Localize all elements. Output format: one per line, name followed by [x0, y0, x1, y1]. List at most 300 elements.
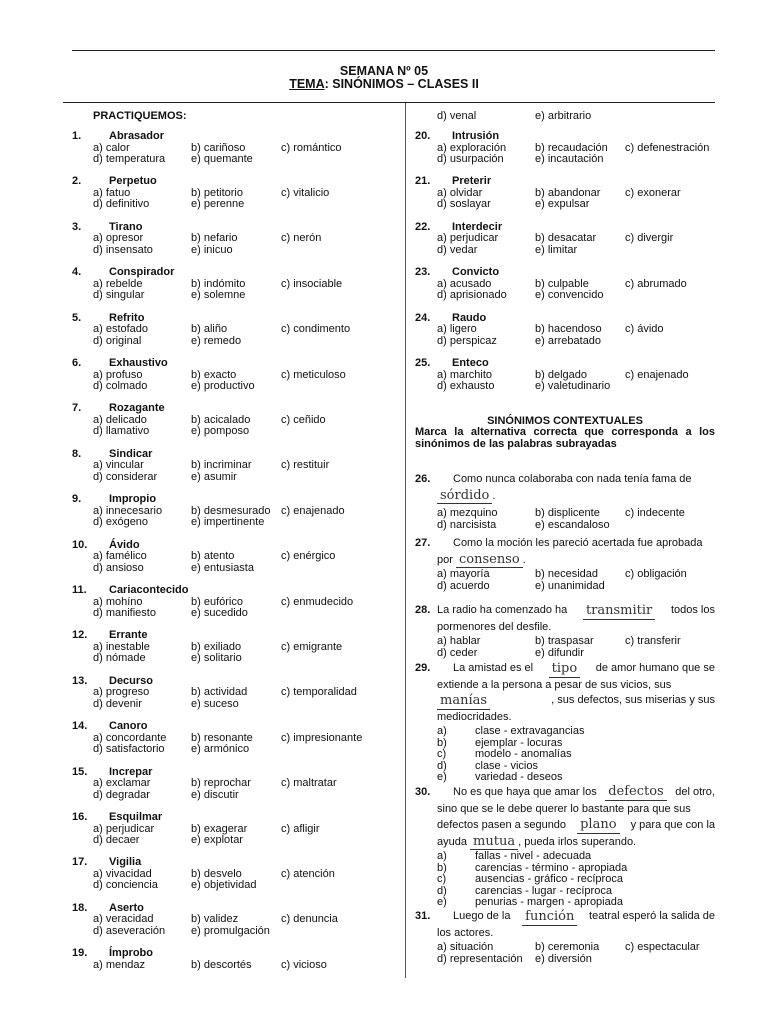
list-item — [415, 850, 715, 862]
q31-option-c: c) espectacular — [625, 941, 700, 953]
q26-option-b: b) displicente — [535, 507, 600, 519]
option: a) concordante — [93, 731, 167, 744]
q19-option-d: d) venal — [437, 110, 477, 122]
option: d) satisfactorio — [93, 743, 165, 756]
option: c) insociable — [281, 277, 343, 290]
question-block — [415, 222, 715, 257]
option: c) enmudecido — [281, 595, 354, 608]
q26-underlined-word: sórdido — [437, 488, 492, 504]
option: a) inestable — [93, 640, 150, 653]
question-number: 23. — [415, 266, 431, 279]
list-item-text: variedad - deseos — [475, 771, 563, 783]
question-word: Exhaustivo — [109, 357, 168, 369]
option: e) inicuo — [191, 243, 233, 256]
option: b) descortés — [191, 958, 252, 971]
option: b) reprochar — [191, 777, 251, 790]
option: b) validez — [191, 913, 239, 926]
question-block — [72, 131, 402, 166]
option: a) vivacidad — [93, 867, 152, 880]
option: d) insensato — [93, 243, 153, 256]
question-number: 3. — [72, 220, 82, 233]
tema-rest: : SINÓNIMOS – CLASES II — [324, 77, 479, 91]
list-item — [415, 896, 715, 908]
option: b) recaudación — [535, 141, 608, 154]
option: a) innecesario — [93, 504, 163, 517]
option: c) atención — [281, 867, 335, 880]
option: b) atento — [191, 550, 235, 563]
question-block — [72, 857, 402, 892]
question-word: Ímprobo — [109, 947, 153, 960]
option: c) divergir — [625, 232, 674, 245]
question-word: Aserto — [109, 901, 144, 914]
question-31-block — [415, 909, 715, 964]
options-row — [72, 960, 402, 972]
q29-option-list — [415, 725, 715, 783]
option: a) perjudicar — [437, 232, 499, 245]
option: a) rebelde — [93, 277, 143, 290]
question-number: 15. — [72, 765, 88, 778]
option: c) meticuloso — [281, 368, 346, 381]
question-number: 25. — [415, 357, 431, 369]
option: d) ansioso — [93, 561, 144, 574]
question-word: Raudo — [452, 311, 487, 324]
question-block — [415, 176, 715, 211]
option: a) olvidar — [437, 186, 483, 199]
question-block — [72, 358, 402, 393]
option: c) maltratar — [281, 777, 337, 790]
option: b) hacendoso — [535, 323, 602, 336]
option: d) devenir — [93, 697, 142, 710]
option: a) fatuo — [93, 186, 131, 199]
option: b) petitorio — [191, 186, 243, 199]
q30-underlined-word-3: mutua — [470, 834, 518, 850]
q31-number: 31. — [415, 910, 431, 922]
q27-underlined-word: consenso — [456, 552, 523, 568]
q27-pre: por — [437, 553, 453, 566]
q31-options-row1 — [415, 941, 715, 953]
option: e) suceso — [191, 697, 239, 710]
option: a) opresor — [93, 232, 144, 245]
question-number: 8. — [72, 447, 82, 460]
q27-options-row1 — [415, 568, 715, 580]
option: a) exclamar — [93, 777, 151, 790]
question-word: Enteco — [452, 357, 489, 369]
q31-underlined-word: función — [522, 909, 577, 926]
option: c) ceñido — [281, 413, 326, 426]
options-row — [72, 608, 402, 620]
question-word: Preterir — [452, 175, 492, 188]
list-item-text: penurias - margen - apropiada — [475, 896, 623, 908]
q29-underlined-word-2: manías — [437, 693, 490, 710]
q28-option-e: e) difundir — [535, 646, 584, 659]
list-item-letter: b) — [437, 736, 447, 749]
question-number: 16. — [72, 811, 88, 823]
question-word: Decurso — [109, 674, 154, 687]
option: b) exagerar — [191, 822, 248, 835]
q26-option-e: e) escandaloso — [535, 518, 610, 531]
column-divider — [405, 103, 406, 978]
question-block — [72, 948, 402, 971]
option: c) ávido — [625, 323, 664, 336]
question-number: 21. — [415, 175, 431, 188]
option: a) marchito — [437, 368, 493, 381]
option: e) discutir — [191, 788, 239, 801]
option: e) remedo — [191, 334, 242, 347]
option: c) denuncia — [281, 913, 338, 926]
option: c) impresionante — [281, 731, 363, 744]
list-item-letter: e) — [437, 771, 447, 783]
option: a) mohíno — [93, 595, 143, 608]
option: a) profuso — [93, 368, 143, 381]
q27-number: 27. — [415, 537, 431, 549]
q30-text-b: del otro, — [675, 786, 715, 798]
q28-number: 28. — [415, 604, 431, 616]
option: e) explotar — [191, 834, 243, 846]
option: e) solitario — [191, 652, 242, 665]
question-word: Convicto — [452, 266, 500, 279]
option: a) ligero — [437, 323, 477, 336]
semana-title: SEMANA Nº 05 — [339, 64, 429, 78]
list-item-letter: d) — [437, 759, 447, 772]
q29-text-b: de amor humano que se — [595, 662, 715, 674]
option: d) decaer — [93, 834, 140, 846]
option: b) cariñoso — [191, 141, 246, 154]
q30-underlined-word-1: defectos — [605, 784, 667, 801]
q30-text-f: ayuda — [437, 836, 467, 848]
question-block — [72, 222, 402, 257]
option: b) indómito — [191, 277, 246, 290]
option: d) soslayar — [437, 198, 491, 211]
options-row — [415, 381, 715, 393]
option: d) llamativo — [93, 425, 150, 438]
question-word: Impropio — [109, 493, 157, 506]
question-block — [415, 313, 715, 348]
options-row — [72, 381, 402, 393]
option: c) romántico — [281, 141, 342, 154]
option: b) aliño — [191, 323, 228, 336]
q27-period: . — [522, 553, 526, 566]
question-number: 20. — [415, 130, 431, 142]
q31-text-b: teatral esperó la salida de — [589, 910, 715, 922]
option: b) nefario — [191, 232, 238, 245]
tema-title — [0, 77, 768, 91]
question-number: 2. — [72, 175, 82, 188]
option: a) estofado — [93, 323, 149, 336]
option: d) temperatura — [93, 153, 166, 165]
q28-options-row1 — [415, 635, 715, 647]
q28-option-d: d) ceder — [437, 646, 478, 659]
option: d) exógeno — [93, 516, 149, 529]
list-item — [415, 748, 715, 760]
options-row — [72, 324, 402, 336]
question-word: Refrito — [109, 311, 145, 324]
option: b) desmesurado — [191, 504, 271, 517]
options-row — [72, 653, 402, 665]
option: b) culpable — [535, 277, 589, 290]
option: b) resonante — [191, 731, 253, 744]
q29-text-a: La amistad es el — [453, 662, 534, 674]
q27-option-d: d) acuerdo — [437, 579, 490, 592]
question-word: Cariacontecido — [109, 584, 189, 596]
list-item-text: fallas - nivel - adecuada — [475, 850, 592, 862]
option: a) mendaz — [93, 958, 145, 971]
q29-text-c: extiende a la persona a pesar de sus vicios, sus — [437, 678, 672, 691]
question-number: 14. — [72, 720, 88, 733]
option: d) aprisionado — [437, 289, 507, 302]
q26-option-a: a) mezquino — [437, 507, 498, 519]
option: d) singular — [93, 289, 145, 302]
option: c) nerón — [281, 232, 322, 245]
option: e) perenne — [191, 198, 245, 211]
option: c) vitalicio — [281, 186, 330, 199]
option: a) exploración — [437, 141, 507, 154]
options-row — [415, 336, 715, 348]
question-word: Conspirador — [109, 266, 175, 279]
list-item-text: clase - vicios — [475, 759, 538, 772]
q28-text-b: todos los — [670, 604, 715, 616]
question-block — [72, 449, 402, 484]
option: d) degradar — [93, 788, 150, 801]
question-number: 10. — [72, 538, 88, 551]
q30-text-g: , pueda irlos superando. — [518, 836, 637, 848]
option: e) quemante — [191, 153, 253, 165]
option: e) pomposo — [191, 425, 250, 438]
options-row — [415, 245, 715, 257]
option: d) vedar — [437, 243, 478, 256]
question-block — [72, 812, 402, 847]
question-block — [72, 494, 402, 529]
contextual-heading: SINÓNIMOS CONTEXTUALES — [487, 415, 643, 427]
q28-underlined-word: transmitir — [583, 603, 655, 620]
list-item-text: modelo - anomalías — [475, 748, 572, 760]
practiquemos-heading: PRACTIQUEMOS: — [93, 110, 187, 122]
option: e) promulgación — [191, 924, 270, 937]
list-item — [415, 885, 715, 897]
option: e) asumir — [191, 470, 237, 483]
list-item-letter: c) — [437, 873, 447, 885]
question-word: Perpetuo — [109, 175, 157, 188]
q26-number: 26. — [415, 473, 431, 485]
question-word: Ávido — [109, 538, 140, 551]
option: e) convencido — [535, 289, 604, 302]
option: d) colmado — [93, 380, 148, 392]
options-row — [72, 880, 402, 892]
q31-option-b: b) ceremonia — [535, 941, 600, 953]
q19-option-e: e) arbitrario — [535, 110, 592, 122]
question-block — [72, 267, 402, 302]
q30-text-e: y para que con la — [630, 819, 715, 831]
option: e) objetividad — [191, 879, 257, 892]
option: e) valetudinario — [535, 380, 611, 392]
question-number: 9. — [72, 493, 82, 506]
q30-option-list — [415, 850, 715, 908]
options-row — [72, 426, 402, 438]
q27-option-a: a) mayoría — [437, 568, 490, 580]
q27-options-row2 — [415, 580, 715, 592]
options-row — [72, 926, 402, 938]
q26-text: Como nunca colaboraba con nada tenía fama de — [453, 473, 692, 485]
option: e) productivo — [191, 380, 255, 392]
option: b) actividad — [191, 686, 248, 699]
q31-option-d: d) representación — [437, 952, 523, 965]
q28-option-b: b) traspasar — [535, 635, 594, 647]
option: b) exiliado — [191, 640, 242, 653]
option: b) incriminar — [191, 459, 252, 472]
question-word: Vigilia — [109, 856, 142, 869]
question-26 — [415, 472, 715, 530]
question-block — [72, 676, 402, 711]
options-row — [72, 245, 402, 257]
option: e) armónico — [191, 743, 250, 756]
q27-option-e: e) unanimidad — [535, 579, 605, 592]
option: c) afligir — [281, 822, 320, 835]
options-row — [72, 778, 402, 790]
list-item — [415, 725, 715, 737]
question-block — [415, 267, 715, 302]
option: c) exonerar — [625, 186, 681, 199]
question-block — [72, 903, 402, 938]
option: a) acusado — [437, 277, 492, 290]
question-word: Canoro — [109, 720, 148, 733]
question-number: 4. — [72, 266, 82, 279]
option: e) solemne — [191, 289, 246, 302]
q28-text-a: La radio ha comenzado ha — [437, 604, 568, 616]
option: e) sucedido — [191, 607, 248, 619]
question-word: Tirano — [109, 220, 143, 233]
option: b) desacatar — [535, 232, 597, 245]
question-word: Errante — [109, 629, 148, 642]
question-block — [415, 358, 715, 393]
tema-label: TEMA — [289, 77, 325, 91]
q31-text-a: Luego de la — [453, 910, 511, 922]
option: c) restituir — [281, 459, 330, 472]
question-block — [72, 721, 402, 756]
question-block — [415, 131, 715, 166]
option: e) incautación — [535, 153, 604, 165]
question-number: 24. — [415, 311, 431, 324]
q30-text-c: sino que se le debe querer lo bastante para que sus — [437, 803, 691, 815]
q26-period: . — [492, 489, 496, 502]
option: b) eufórico — [191, 595, 243, 608]
options-row — [72, 290, 402, 302]
list-item-text: ejemplar - locuras — [475, 736, 563, 749]
list-item — [415, 862, 715, 874]
question-number: 1. — [72, 130, 82, 142]
q31-text-c: los actores. — [437, 926, 494, 939]
option: e) expulsar — [535, 198, 590, 211]
question-number: 5. — [72, 311, 82, 324]
question-word: Rozagante — [109, 402, 165, 415]
option: b) exacto — [191, 368, 237, 381]
option: d) conciencia — [93, 879, 158, 892]
q28-option-a: a) hablar — [437, 635, 481, 647]
question-block — [72, 176, 402, 211]
q30-text-a: No es que haya que amar los — [453, 786, 597, 798]
contextual-instruction: Marca la alternativa correcta que corresponda a los sinónimos de las palabras subrayadas — [415, 426, 715, 450]
options-row — [72, 744, 402, 756]
options-row — [72, 336, 402, 348]
question-30-block — [415, 784, 715, 908]
q30-underlined-word-2: plano — [577, 817, 619, 834]
q30-number: 30. — [415, 786, 431, 798]
question-word: Intrusión — [452, 130, 500, 142]
question-number: 13. — [72, 674, 88, 687]
option: e) impertinente — [191, 516, 265, 529]
option: d) usurpación — [437, 153, 504, 165]
option: a) progreso — [93, 686, 150, 699]
q19-continued — [415, 110, 715, 122]
top-rule — [72, 50, 715, 51]
option: a) veracidad — [93, 913, 154, 926]
question-block — [72, 403, 402, 438]
q28-option-c: c) transferir — [625, 635, 681, 647]
header-bottom-rule — [63, 102, 715, 103]
question-block — [72, 313, 402, 348]
question-block — [72, 585, 402, 620]
option: b) abandonar — [535, 186, 601, 199]
options-row — [72, 790, 402, 802]
options-row — [72, 154, 402, 166]
question-word: Increpar — [109, 765, 153, 778]
option: c) defenestración — [625, 141, 710, 154]
option: a) famélico — [93, 550, 147, 563]
option: d) considerar — [93, 470, 158, 483]
list-item-text: carencias - lugar - recíproca — [475, 884, 612, 897]
question-27 — [415, 536, 715, 591]
option: c) emigrante — [281, 640, 343, 653]
option: d) nómade — [93, 652, 146, 665]
q26-option-c: c) indecente — [625, 507, 685, 519]
question-number: 11. — [72, 584, 87, 596]
option: c) enérgico — [281, 550, 336, 563]
option: a) vincular — [93, 459, 144, 472]
list-item-letter: a) — [437, 850, 447, 862]
list-item — [415, 873, 715, 885]
list-item — [415, 760, 715, 772]
question-number: 17. — [72, 856, 88, 869]
q28-options-row2 — [415, 647, 715, 659]
option: b) delgado — [535, 368, 587, 381]
question-word: Abrasador — [109, 130, 165, 142]
list-item-letter: e) — [437, 896, 447, 908]
question-number: 22. — [415, 220, 431, 233]
q30-text-d: defectos pasen a segundo — [437, 819, 567, 831]
option: e) limitar — [535, 243, 578, 256]
options-row — [415, 324, 715, 336]
option: a) perjudicar — [93, 822, 155, 835]
q29-underlined-word-1: tipo — [549, 661, 581, 678]
question-28 — [415, 603, 715, 658]
q29-text-e: mediocridades. — [437, 710, 512, 723]
list-item-letter: a) — [437, 725, 447, 737]
option: b) desvelo — [191, 867, 242, 880]
options-row — [72, 517, 402, 529]
q31-option-a: a) situación — [437, 941, 494, 953]
list-item-text: clase - extravagancias — [475, 725, 585, 737]
question-number: 6. — [72, 357, 82, 369]
options-row — [72, 835, 402, 847]
question-number: 12. — [72, 629, 88, 642]
q26-options-row2 — [415, 519, 715, 531]
q28-text-c: pormenores del desfile. — [437, 620, 552, 633]
options-row — [72, 472, 402, 484]
question-word: Interdecir — [452, 220, 503, 233]
list-item — [415, 737, 715, 749]
q27-option-b: b) necesidad — [535, 568, 598, 580]
q29-number: 29. — [415, 662, 431, 674]
option: e) entusiasta — [191, 561, 254, 574]
question-block — [72, 540, 402, 575]
